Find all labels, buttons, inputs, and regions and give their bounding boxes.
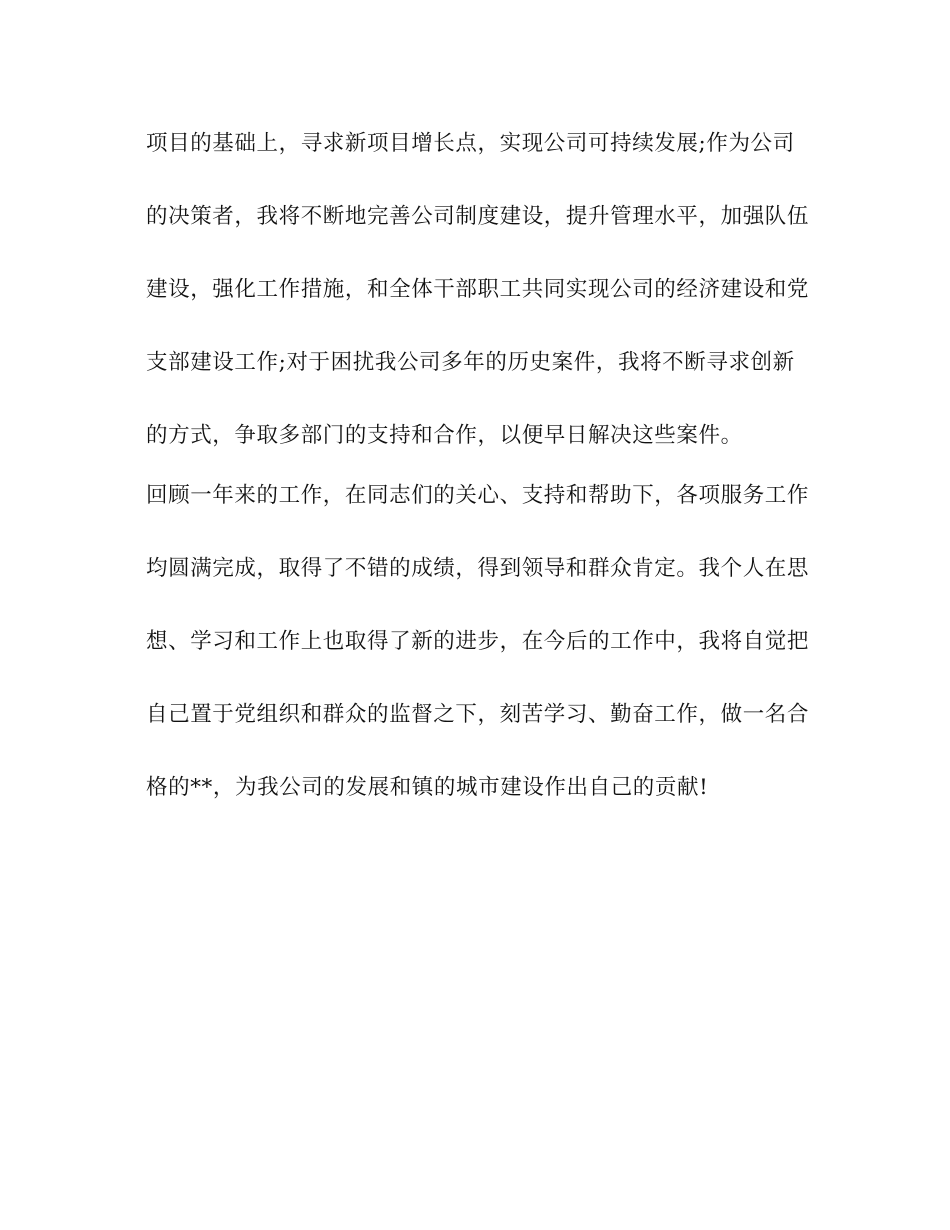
text-line: 项目的基础上，寻求新项目增长点，实现公司可持续发展;作为公司 [146, 131, 795, 156]
text-line: 支部建设工作;对于困扰我公司多年的历史案件，我将不断寻求创新 [146, 350, 795, 375]
text-line: 的方式，争取多部门的支持和合作，以便早日解决这些案件。 [146, 423, 743, 448]
text-line: 均圆满完成，取得了不错的成绩，得到领导和群众肯定。我个人在思 [146, 556, 810, 581]
text-line: 回顾一年来的工作，在同志们的关心、支持和帮助下，各项服务工作 [146, 483, 810, 508]
text-line: 想、学习和工作上也取得了新的进步，在今后的工作中，我将自觉把 [146, 629, 810, 654]
text-line: 建设，强化工作措施，和全体干部职工共同实现公司的经济建设和党 [146, 277, 810, 302]
text-line: 的决策者，我将不断地完善公司制度建设，提升管理水平，加强队伍 [146, 204, 810, 229]
text-line: 自己置于党组织和群众的监督之下，刻苦学习、勤奋工作，做一名合 [146, 702, 810, 727]
text-line: 格的**，为我公司的发展和镇的城市建设作出自己的贡献! [146, 775, 709, 800]
